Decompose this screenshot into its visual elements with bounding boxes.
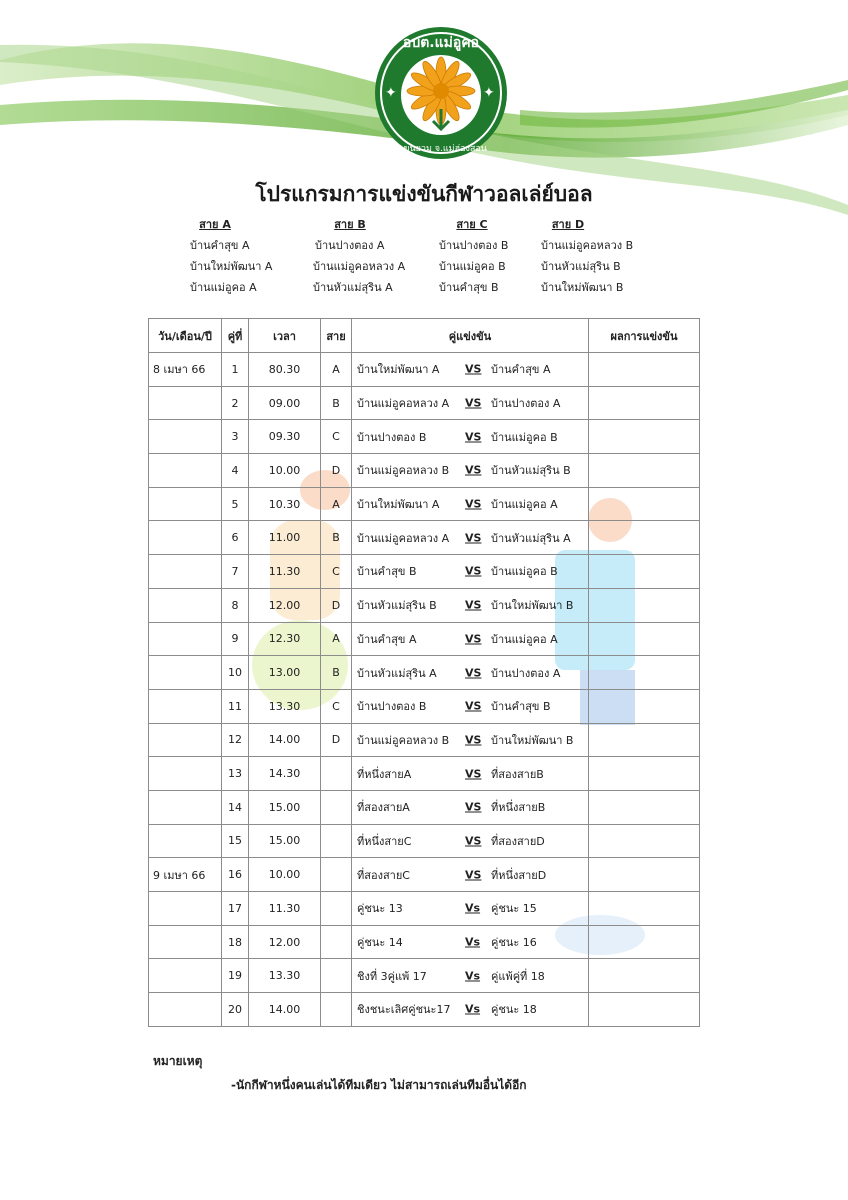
header-match-no: คู่ที่ [222, 319, 249, 353]
result-cell [589, 656, 700, 690]
table-row [149, 588, 700, 622]
match-cell [352, 858, 589, 892]
header-date: วัน/เดือน/ปี [149, 319, 222, 353]
time-cell: 11.30 [249, 892, 321, 926]
team-2: บ้านใหม่พัฒนา B [491, 733, 574, 747]
time-cell: 14.30 [249, 757, 321, 791]
date-cell [149, 420, 222, 454]
time-cell: 09.00 [249, 386, 321, 420]
table-row [149, 892, 700, 926]
result-cell [589, 588, 700, 622]
match-no-cell: 4 [222, 454, 249, 488]
result-cell [589, 689, 700, 723]
line-cell: B [321, 521, 352, 555]
line-cell: A [321, 622, 352, 656]
result-cell [589, 959, 700, 993]
team-1: ชิงที่ 3คู่แพ้ 17 [357, 969, 427, 983]
group-heading: สาย C [456, 218, 488, 231]
team-name: บ้านแม่อูคอหลวง B [541, 239, 634, 252]
header-result: ผลการแข่งขัน [589, 319, 700, 353]
date-cell [149, 892, 222, 926]
team-1: บ้านปางตอง B [357, 700, 427, 714]
team-2: คู่ชนะ 16 [491, 936, 537, 950]
table-row [149, 790, 700, 824]
result-cell [589, 454, 700, 488]
team-1: คู่ชนะ 13 [357, 902, 403, 916]
table-row [149, 757, 700, 791]
time-cell: 15.00 [249, 790, 321, 824]
table-row [149, 353, 700, 387]
match-no-cell: 12 [222, 723, 249, 757]
date-cell [149, 959, 222, 993]
group-d [493, 214, 643, 298]
table-row [149, 993, 700, 1027]
team-2: บ้านปางตอง A [491, 666, 561, 680]
vs-label: VS [465, 463, 482, 477]
vs-label: VS [465, 396, 482, 410]
team-2: ที่หนึ่งสายD [491, 868, 547, 882]
vs-label: VS [465, 531, 482, 545]
header-line: สาย [321, 319, 352, 353]
match-no-cell: 13 [222, 757, 249, 791]
result-cell [589, 858, 700, 892]
match-cell [352, 689, 589, 723]
team-name: บ้านคำสุข B [439, 281, 499, 294]
team-2: บ้านใหม่พัฒนา B [491, 599, 574, 613]
match-no-cell: 20 [222, 993, 249, 1027]
vs-label: Vs [465, 901, 481, 915]
team-2: บ้านแม่อูคอ B [491, 565, 558, 579]
match-no-cell: 16 [222, 858, 249, 892]
time-cell: 11.00 [249, 521, 321, 555]
team-2: บ้านหัวแม่สุริน A [491, 531, 571, 545]
result-cell [589, 521, 700, 555]
team-2: บ้านคำสุข A [491, 363, 551, 377]
match-cell [352, 420, 589, 454]
date-cell [149, 757, 222, 791]
match-cell [352, 892, 589, 926]
line-cell [321, 959, 352, 993]
team-name: บ้านใหม่พัฒนา B [541, 281, 624, 294]
team-name: บ้านคำสุข A [190, 239, 250, 252]
line-cell: B [321, 656, 352, 690]
match-cell [352, 993, 589, 1027]
table-row [149, 925, 700, 959]
time-cell: 12.00 [249, 588, 321, 622]
match-cell [352, 656, 589, 690]
team-2: บ้านปางตอง A [491, 397, 561, 411]
match-no-cell: 19 [222, 959, 249, 993]
match-no-cell: 18 [222, 925, 249, 959]
note-text: -นักกีฬาหนึ่งคนเล่นได้ทีมเดียว ไม่สามารถเล่นทีมอื่นได้อีก [231, 1078, 527, 1092]
time-cell: 14.00 [249, 993, 321, 1027]
vs-label: VS [465, 362, 482, 376]
line-cell [321, 757, 352, 791]
result-cell [589, 757, 700, 791]
team-1: บ้านหัวแม่สุริน B [357, 599, 437, 613]
time-cell: 11.30 [249, 555, 321, 589]
line-cell: D [321, 723, 352, 757]
vs-label: Vs [465, 1002, 481, 1016]
time-cell: 15.00 [249, 824, 321, 858]
header-time: เวลา [249, 319, 321, 353]
line-cell: D [321, 588, 352, 622]
team-1: บ้านใหม่พัฒนา A [357, 363, 440, 377]
table-row [149, 420, 700, 454]
team-2: ที่หนึ่งสายB [491, 801, 546, 815]
vs-label: Vs [465, 935, 481, 949]
line-cell: C [321, 689, 352, 723]
result-cell [589, 487, 700, 521]
match-cell [352, 555, 589, 589]
svg-text:✦: ✦ [385, 85, 397, 101]
vs-label: VS [465, 800, 482, 814]
match-no-cell: 17 [222, 892, 249, 926]
table-row [149, 824, 700, 858]
date-cell [149, 487, 222, 521]
logo-top-text: อบต.แม่อูคอ [402, 35, 480, 51]
svg-text:✦: ✦ [483, 85, 495, 101]
team-name: บ้านใหม่พัฒนา A [190, 260, 273, 273]
team-name: บ้านแม่อูคอ A [190, 281, 257, 294]
table-row [149, 656, 700, 690]
line-cell: A [321, 487, 352, 521]
line-cell [321, 993, 352, 1027]
team-1: ที่หนึ่งสายC [357, 834, 412, 848]
date-cell [149, 622, 222, 656]
match-cell [352, 824, 589, 858]
time-cell: 13.00 [249, 656, 321, 690]
team-name: บ้านปางตอง B [439, 239, 509, 252]
vs-label: VS [465, 598, 482, 612]
result-cell [589, 824, 700, 858]
match-cell [352, 454, 589, 488]
header-match: คู่แข่งขัน [352, 319, 589, 353]
date-cell [149, 993, 222, 1027]
date-cell [149, 689, 222, 723]
line-cell: C [321, 420, 352, 454]
group-a [140, 214, 290, 298]
team-1: บ้านแม่อูคอหลวง B [357, 733, 450, 747]
date-cell [149, 454, 222, 488]
vs-label: VS [465, 632, 482, 646]
date-cell [149, 824, 222, 858]
line-cell: C [321, 555, 352, 589]
time-cell: 10.00 [249, 858, 321, 892]
time-cell: 14.00 [249, 723, 321, 757]
line-cell: B [321, 386, 352, 420]
group-heading: สาย A [199, 218, 231, 231]
date-cell [149, 790, 222, 824]
time-cell: 09.30 [249, 420, 321, 454]
team-2: ที่สองสายD [491, 834, 545, 848]
match-no-cell: 3 [222, 420, 249, 454]
table-row [149, 723, 700, 757]
line-cell: A [321, 353, 352, 387]
table-row [149, 622, 700, 656]
team-2: บ้านแม่อูคอ B [491, 430, 558, 444]
team-1: บ้านปางตอง B [357, 430, 427, 444]
team-1: บ้านคำสุข B [357, 565, 417, 579]
team-2: บ้านคำสุข B [491, 700, 551, 714]
line-cell [321, 824, 352, 858]
team-1: ที่สองสายA [357, 801, 410, 815]
team-1: ชิงชนะเลิศคู่ชนะ17 [357, 1003, 451, 1017]
team-name: บ้านแม่อูคอหลวง A [313, 260, 406, 273]
line-cell [321, 925, 352, 959]
match-cell [352, 588, 589, 622]
logo-bottom-text: อ.ขุนยวม จ.แม่ฮ่องสอน [395, 144, 487, 154]
date-cell [149, 555, 222, 589]
match-cell [352, 521, 589, 555]
team-2: บ้านหัวแม่สุริน B [491, 464, 571, 478]
match-no-cell: 10 [222, 656, 249, 690]
match-no-cell: 11 [222, 689, 249, 723]
team-name: บ้านปางตอง A [315, 239, 385, 252]
vs-label: VS [465, 497, 482, 511]
match-no-cell: 15 [222, 824, 249, 858]
match-no-cell: 6 [222, 521, 249, 555]
table-row [149, 689, 700, 723]
table-row [149, 555, 700, 589]
vs-label: VS [465, 430, 482, 444]
team-1: บ้านแม่อูคอหลวง A [357, 397, 450, 411]
result-cell [589, 723, 700, 757]
time-cell: 13.30 [249, 959, 321, 993]
line-cell [321, 892, 352, 926]
table-row [149, 454, 700, 488]
team-name: บ้านแม่อูคอ B [439, 260, 506, 273]
result-cell [589, 622, 700, 656]
team-1: บ้านคำสุข A [357, 632, 417, 646]
result-cell [589, 420, 700, 454]
page-title: โปรแกรมการแข่งขันกีฬาวอลเล่ย์บอล [255, 182, 593, 206]
result-cell [589, 993, 700, 1027]
table-row [149, 386, 700, 420]
schedule-table [148, 318, 700, 1027]
time-cell: 10.00 [249, 454, 321, 488]
match-no-cell: 14 [222, 790, 249, 824]
match-cell [352, 790, 589, 824]
line-cell [321, 858, 352, 892]
time-cell: 12.30 [249, 622, 321, 656]
match-no-cell: 8 [222, 588, 249, 622]
table-header-row [149, 319, 700, 353]
team-2: บ้านแม่อูคอ A [491, 632, 558, 646]
date-cell [149, 521, 222, 555]
team-1: บ้านหัวแม่สุริน A [357, 666, 437, 680]
table-row [149, 858, 700, 892]
team-1: คู่ชนะ 14 [357, 936, 403, 950]
team-name: บ้านหัวแม่สุริน A [313, 281, 393, 294]
match-no-cell: 9 [222, 622, 249, 656]
match-no-cell: 5 [222, 487, 249, 521]
table-row [149, 521, 700, 555]
team-2: คู่ชนะ 18 [491, 1003, 537, 1017]
time-cell: 10.30 [249, 487, 321, 521]
match-no-cell: 2 [222, 386, 249, 420]
date-cell [149, 925, 222, 959]
match-no-cell: 7 [222, 555, 249, 589]
result-cell [589, 790, 700, 824]
table-row [149, 487, 700, 521]
team-1: บ้านแม่อูคอหลวง B [357, 464, 450, 478]
vs-label: Vs [465, 969, 481, 983]
vs-label: VS [465, 834, 482, 848]
note-heading: หมายเหตุ [153, 1054, 203, 1068]
table-row [149, 959, 700, 993]
vs-label: VS [465, 666, 482, 680]
match-cell [352, 757, 589, 791]
match-cell [352, 723, 589, 757]
date-cell [149, 723, 222, 757]
time-cell: 13.30 [249, 689, 321, 723]
result-cell [589, 925, 700, 959]
result-cell [589, 555, 700, 589]
group-heading: สาย B [334, 218, 366, 231]
date-cell [149, 386, 222, 420]
result-cell [589, 386, 700, 420]
match-cell [352, 386, 589, 420]
team-1: ที่สองสายC [357, 868, 410, 882]
time-cell: 80.30 [249, 353, 321, 387]
team-2: ที่สองสายB [491, 767, 544, 781]
line-cell: D [321, 454, 352, 488]
vs-label: VS [465, 699, 482, 713]
line-cell [321, 790, 352, 824]
group-heading: สาย D [551, 218, 585, 231]
team-1: บ้านใหม่พัฒนา A [357, 498, 440, 512]
date-cell: 8 เมษา 66 [149, 353, 222, 387]
match-cell [352, 622, 589, 656]
match-cell [352, 353, 589, 387]
team-2: คู่แพ้คู่ที่ 18 [491, 969, 545, 983]
result-cell [589, 892, 700, 926]
team-1: บ้านแม่อูคอหลวง A [357, 531, 450, 545]
time-cell: 12.00 [249, 925, 321, 959]
match-no-cell: 1 [222, 353, 249, 387]
vs-label: VS [465, 767, 482, 781]
team-2: คู่ชนะ 15 [491, 902, 537, 916]
vs-label: VS [465, 733, 482, 747]
vs-label: VS [465, 868, 482, 882]
match-cell [352, 487, 589, 521]
match-cell [352, 959, 589, 993]
result-cell [589, 353, 700, 387]
date-cell: 9 เมษา 66 [149, 858, 222, 892]
date-cell [149, 656, 222, 690]
team-2: บ้านแม่อูคอ A [491, 498, 558, 512]
vs-label: VS [465, 564, 482, 578]
match-cell [352, 925, 589, 959]
date-cell [149, 588, 222, 622]
team-1: ที่หนึ่งสายA [357, 767, 412, 781]
team-name: บ้านหัวแม่สุริน B [541, 260, 621, 273]
